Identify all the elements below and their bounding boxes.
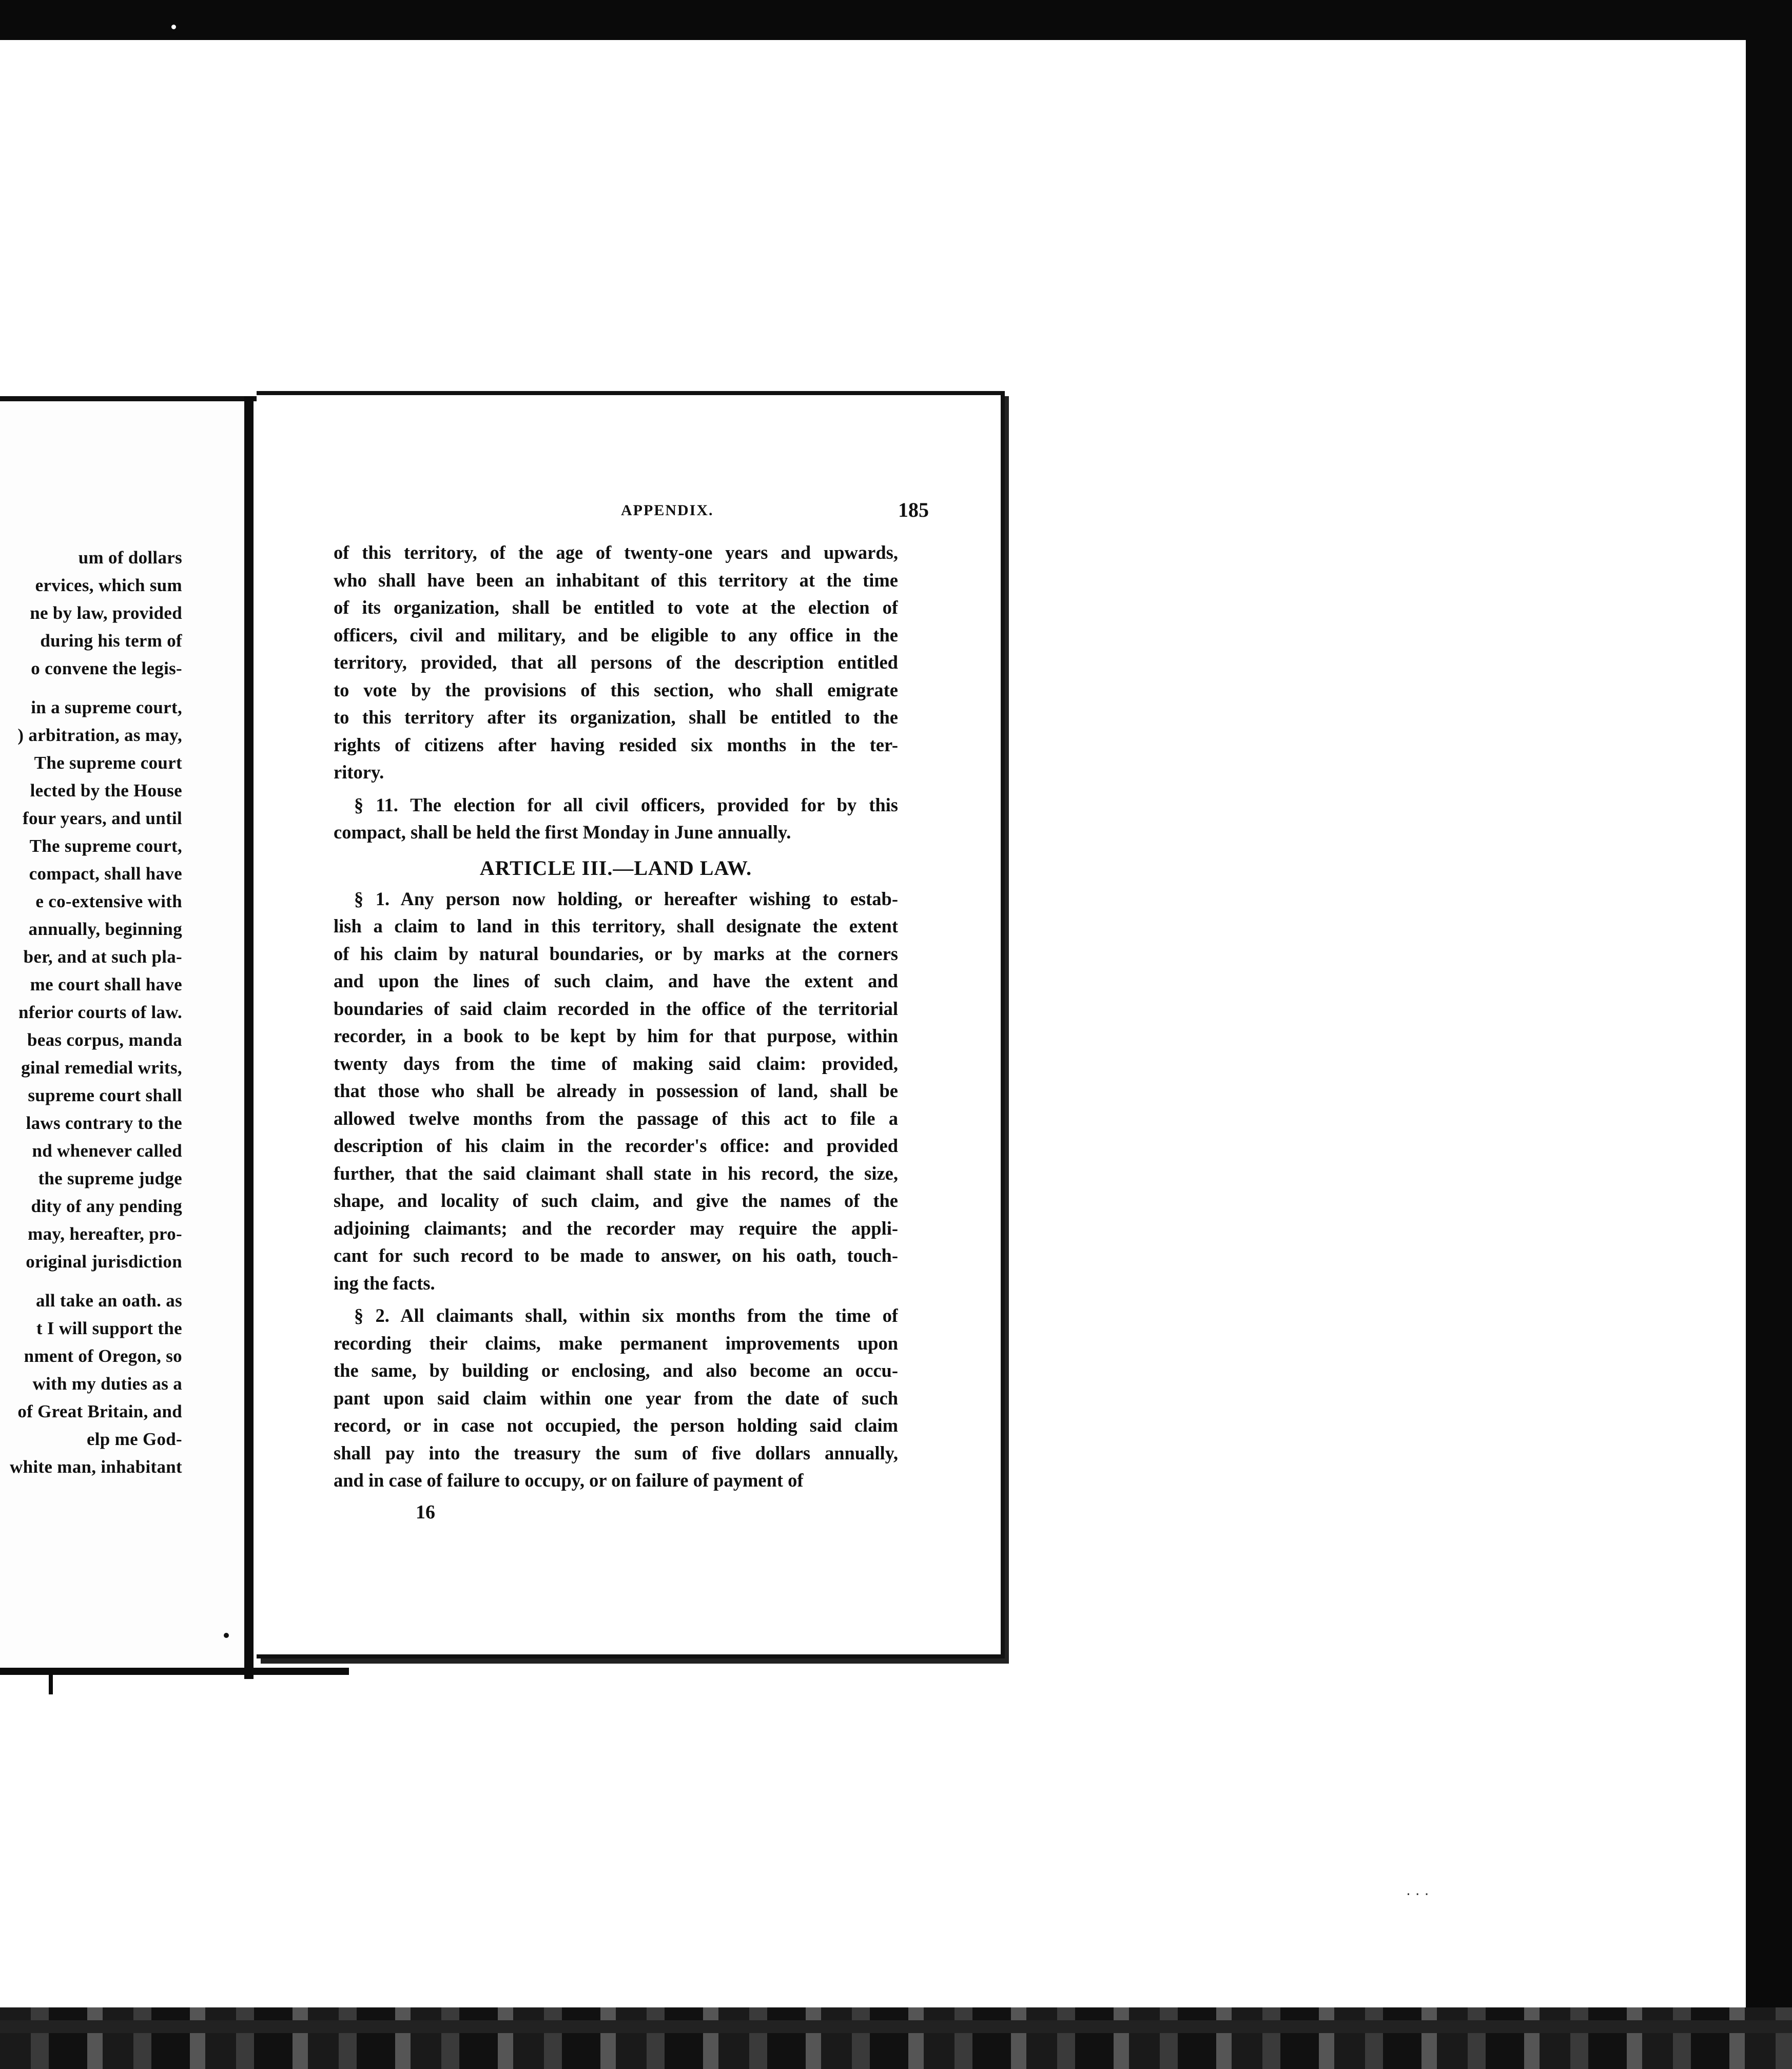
text-line: rights of citizens after having resided six months in the ter- bbox=[334, 734, 898, 755]
text-line: elp me God- bbox=[86, 1429, 182, 1449]
page-number: 185 bbox=[898, 498, 929, 521]
text-line: lish a claim to land in this territory, shall designate the extent bbox=[334, 915, 898, 936]
paragraph bbox=[334, 1302, 898, 1494]
text-line: § 1. Any person now holding, or hereafter wishing to estab- bbox=[354, 888, 898, 909]
text-line: officers, civil and military, and be eligible to any office in the bbox=[334, 624, 898, 646]
text-line: compact, shall have bbox=[29, 864, 182, 884]
text-line: record, or in case not occupied, the person holding said claim bbox=[334, 1415, 898, 1436]
text-line: of its organization, shall be entitled to vote at the election of bbox=[334, 597, 898, 618]
film-frame-right bbox=[1746, 0, 1792, 2069]
text-line: original jurisdiction bbox=[26, 1252, 182, 1272]
left-page-text bbox=[0, 544, 182, 1481]
text-line: recorder, in a book to be kept by him for that purpose, within bbox=[334, 1025, 898, 1046]
text-line: o convene the legis- bbox=[31, 658, 182, 678]
film-speck bbox=[171, 25, 176, 29]
text-line: nferior courts of law. bbox=[18, 1002, 182, 1022]
text-line: cant for such record to be made to answer, on his oath, touch- bbox=[334, 1245, 898, 1266]
text-line: The supreme court, bbox=[29, 836, 182, 856]
left-page bbox=[0, 396, 262, 1671]
text-line: ritory. bbox=[334, 762, 384, 783]
text-line: The supreme court bbox=[34, 753, 182, 773]
running-head: APPENDIX. bbox=[621, 502, 714, 519]
text-line: in a supreme court, bbox=[31, 697, 182, 717]
text-line: four years, and until bbox=[23, 808, 182, 828]
text-line: the supreme judge bbox=[38, 1168, 182, 1188]
text-line: annually, beginning bbox=[28, 919, 182, 939]
text-line: recording their claims, make permanent improvements upon bbox=[334, 1332, 898, 1354]
text-line: ne by law, provided bbox=[30, 603, 182, 623]
text-line: of this territory, of the age of twenty-one years and upwards, bbox=[334, 542, 898, 563]
text-line: territory, provided, that all persons of the description entitled bbox=[334, 652, 898, 673]
text-line: § 11. The election for all civil officers, provided for by this bbox=[354, 794, 898, 815]
text-line: adjoining claimants; and the recorder may require the appli- bbox=[334, 1217, 898, 1239]
text-line: description of his claim in the recorder's office: and provided bbox=[334, 1135, 898, 1156]
text-line: ginal remedial writs, bbox=[21, 1058, 182, 1078]
text-line: and upon the lines of such claim, and have the extent and bbox=[334, 970, 898, 991]
text-line: to this territory after its organization, shall be entitled to the bbox=[334, 707, 898, 728]
text-line: that those who shall be already in possession of land, shall be bbox=[334, 1080, 898, 1101]
text-line: nd whenever called bbox=[32, 1141, 182, 1161]
page-speck bbox=[224, 1633, 229, 1638]
text-line: twenty days from the time of making said claim: provided, bbox=[334, 1052, 898, 1074]
text-line: pant upon said claim within one year from the date of such bbox=[334, 1387, 898, 1409]
text-line: laws contrary to the bbox=[26, 1113, 182, 1133]
text-line: of Great Britain, and bbox=[17, 1401, 182, 1421]
text-line: shape, and locality of such claim, and give the names of the bbox=[334, 1190, 898, 1211]
text-line: boundaries of said claim recorded in the office of the territorial bbox=[334, 998, 898, 1019]
text-line: further, that the said claimant shall state in his record, the size, bbox=[334, 1162, 898, 1184]
page-bottom-tab bbox=[49, 1674, 53, 1694]
text-line: during his term of bbox=[40, 631, 182, 651]
right-page bbox=[257, 391, 1005, 1658]
text-line: e co-extensive with bbox=[35, 891, 182, 911]
text-line: beas corpus, manda bbox=[27, 1030, 182, 1050]
text-line: ) arbitration, as may, bbox=[17, 725, 182, 745]
text-line: compact, shall be held the first Monday in June annually. bbox=[334, 822, 791, 843]
text-line: who shall have been an inhabitant of this territory at the time bbox=[334, 569, 898, 591]
text-line: nment of Oregon, so bbox=[24, 1346, 182, 1366]
text-line: ing the facts. bbox=[334, 1272, 435, 1294]
paragraph bbox=[334, 885, 898, 1297]
text-line: me court shall have bbox=[30, 974, 182, 994]
film-frame-top bbox=[0, 0, 1792, 40]
text-line: and in case of failure to occupy, or on failure of payment of bbox=[334, 1470, 804, 1491]
paragraph bbox=[334, 539, 898, 786]
text-line: ervices, which sum bbox=[35, 575, 182, 595]
text-line: § 2. All claimants shall, within six months from the time of bbox=[354, 1305, 898, 1326]
film-frame-bottom-edge bbox=[0, 2020, 1792, 2033]
text-line: supreme court shall bbox=[28, 1085, 182, 1105]
text-line: white man, inhabitant bbox=[10, 1457, 182, 1477]
book-gutter bbox=[244, 396, 254, 1679]
text-line: to vote by the provisions of this section, who shall emigrate bbox=[334, 679, 898, 700]
paragraph bbox=[334, 791, 898, 846]
text-line: t I will support the bbox=[36, 1318, 182, 1338]
film-frame-bottom bbox=[0, 2007, 1792, 2069]
text-line: the same, by building or enclosing, and also become an occu- bbox=[334, 1360, 898, 1381]
page-header bbox=[313, 498, 960, 528]
text-line: shall pay into the treasury the sum of five dollars annually, bbox=[334, 1442, 898, 1463]
text-line: allowed twelve months from the passage of this act to file a bbox=[334, 1107, 898, 1129]
film-specks: · · · bbox=[1406, 1886, 1429, 1903]
text-line: um of dollars bbox=[78, 548, 182, 568]
text-line: may, hereafter, pro- bbox=[28, 1224, 182, 1244]
text-line: of his claim by natural boundaries, or by marks at the corners bbox=[334, 943, 898, 964]
text-line: lected by the House bbox=[30, 780, 182, 801]
text-line: all take an oath. as bbox=[35, 1291, 182, 1311]
article-heading: ARTICLE III.—LAND LAW. bbox=[479, 856, 752, 880]
page-body bbox=[334, 539, 898, 1494]
signature-mark: 16 bbox=[416, 1501, 435, 1523]
text-line: with my duties as a bbox=[32, 1374, 182, 1394]
text-line: ber, and at such pla- bbox=[23, 947, 182, 967]
text-line: dity of any pending bbox=[31, 1196, 182, 1216]
